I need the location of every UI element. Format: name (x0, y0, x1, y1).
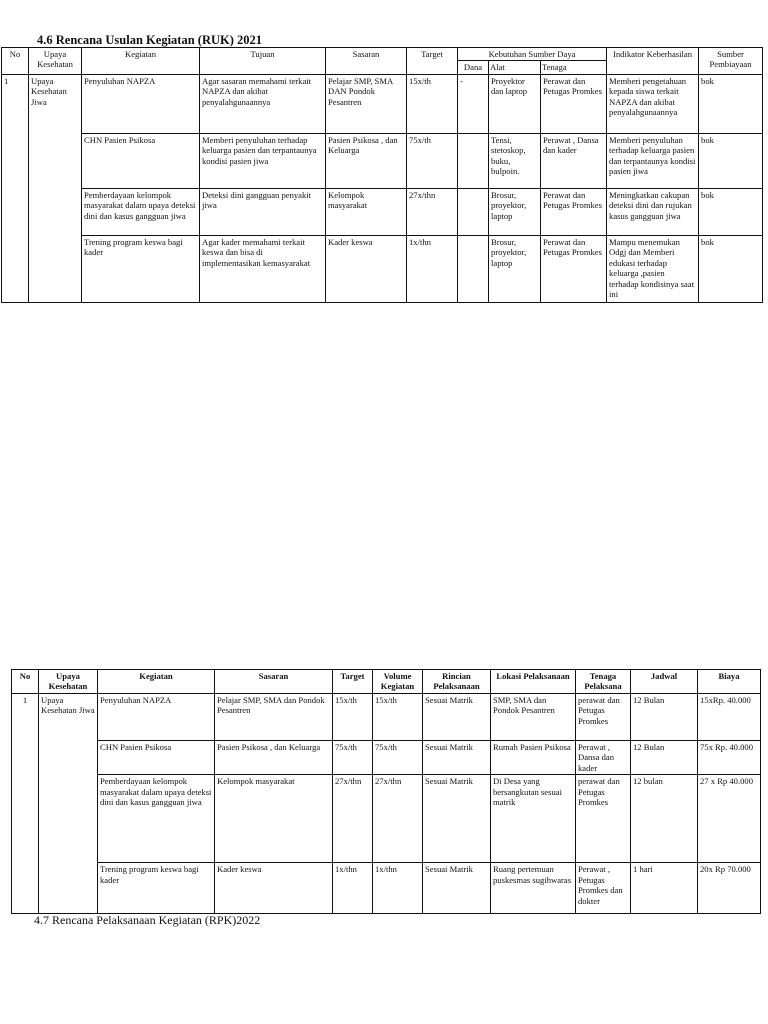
cell-indikator: Meningkatkan cakupan deteksi dini dan rujukan kasus gangguan jiwa (607, 188, 699, 235)
cell-biaya: 15xRp. 40.000 (698, 693, 761, 740)
cell-target: 1x/thn (333, 863, 373, 914)
cell-tenaga: Perawat dan Petugas Promkes (541, 235, 607, 302)
cell-volume: 15x/th (373, 693, 423, 740)
cell-tujuan: Memberi penyuluhan terhadap keluarga pasien dan terpantaunya kondisi pasien jiwa (200, 133, 326, 188)
cell-alat: Brosur, proyektor, laptop (489, 188, 541, 235)
table-row (12, 775, 761, 863)
header-tenaga: Tenaga (541, 61, 607, 74)
cell-jadwal: 12 Bulan (631, 740, 698, 774)
header-indikator: Indikator Keberhasilan (607, 48, 699, 75)
header-biaya: Biaya (698, 670, 761, 694)
header-target: Target (407, 48, 458, 75)
cell-dana: - (458, 74, 489, 133)
cell-tujuan: Agar kader memahami terkait keswa dan bisa di implementasikan kemasyarakat (200, 235, 326, 302)
cell-dana (458, 133, 489, 188)
header-tenaga: Tenaga Pelaksana (576, 670, 631, 694)
header-sasaran: Sasaran (326, 48, 407, 75)
cell-kegiatan: CHN Pasien Psikosa (98, 740, 215, 774)
cell-sumber: bok (699, 235, 763, 302)
cell-upaya: Upaya Kesehatan Jiwa (29, 74, 82, 302)
cell-sumber: bok (699, 188, 763, 235)
cell-target: 27x/thn (333, 775, 373, 863)
cell-kegiatan: CHN Pasien Psikosa (82, 133, 200, 188)
header-tujuan: Tujuan (200, 48, 326, 75)
header-kegiatan: Kegiatan (98, 670, 215, 694)
header-alat: Alat (489, 61, 541, 74)
cell-rincian: Sesuai Matrik (423, 863, 491, 914)
cell-tenaga: Perawat , Dansa dan kader (576, 740, 631, 774)
header-jadwal: Jadwal (631, 670, 698, 694)
cell-alat: Tensi, stetoskop, buku, bulpoin. (489, 133, 541, 188)
cell-kegiatan: Pemberdayaan kelompok masyarakat dalam upaya deteksi dini dan kasus gangguan jiwa (82, 188, 200, 235)
cell-tenaga: Perawat dan Petugas Promkes (541, 74, 607, 133)
header-sasaran: Sasaran (215, 670, 333, 694)
cell-sumber: bok (699, 74, 763, 133)
cell-indikator: Mampu menemukan Odgj dan Memberi edukasi terhadap keluarga ,pasien terhadap kondisinya saat ini (607, 235, 699, 302)
cell-sasaran: Pelajar SMP, SMA DAN Pondok Pesantren (326, 74, 407, 133)
cell-jadwal: 1 hari (631, 863, 698, 914)
table-row (2, 133, 763, 188)
cell-kegiatan: Trening program keswa bagi kader (82, 235, 200, 302)
cell-lokasi: Rumah Pasien Psikosa (491, 740, 576, 774)
cell-indikator: Memberi penyuluhan terhadap keluarga pasien dan terpantaunya kondisi pasien jiwa (607, 133, 699, 188)
header-volume: Volume Kegiatan (373, 670, 423, 694)
cell-target: 27x/thn (407, 188, 458, 235)
header-no: No (2, 48, 29, 75)
rpk-title: 4.7 Rencana Pelaksanaan Kegiatan (RPK)2022 (34, 913, 261, 927)
cell-sasaran: Kader keswa (326, 235, 407, 302)
ruk-table (1, 47, 763, 303)
cell-sasaran: Pasien Psikosa , dan Keluarga (215, 740, 333, 774)
cell-volume: 75x/th (373, 740, 423, 774)
cell-biaya: 20x Rp 70.000 (698, 863, 761, 914)
cell-target: 75x/th (407, 133, 458, 188)
rpk-table (11, 669, 761, 914)
cell-kegiatan: Penyuluhan NAPZA (82, 74, 200, 133)
cell-alat: Brosur, proyektor, laptop (489, 235, 541, 302)
header-lokasi: Lokasi Pelaksanaan (491, 670, 576, 694)
cell-sasaran: Kelompok masyarakat (326, 188, 407, 235)
cell-kegiatan: Trening program keswa bagi kader (98, 863, 215, 914)
cell-kegiatan: Pemberdayaan kelompok masyarakat dalam upaya deteksi dini dan kasus gangguan jiwa (98, 775, 215, 863)
cell-tenaga: Perawat , Petugas Promkes dan dokter (576, 863, 631, 914)
cell-jadwal: 12 bulan (631, 775, 698, 863)
cell-sasaran: Pasien Psikosa , dan Keluarga (326, 133, 407, 188)
cell-tenaga: Perawat , Dansa dan kader (541, 133, 607, 188)
cell-no: 1 (2, 74, 29, 302)
header-dana: Dana (458, 61, 489, 74)
cell-biaya: 75x Rp. 40.000 (698, 740, 761, 774)
cell-sasaran: Pelajar SMP, SMA dan Pondok Pesantren (215, 693, 333, 740)
ruk-title: 4.6 Rencana Usulan Kegiatan (RUK) 2021 (37, 33, 263, 47)
header-no: No (12, 670, 39, 694)
cell-volume: 27x/thn (373, 775, 423, 863)
cell-alat: Proyektor dan laptop (489, 74, 541, 133)
cell-lokasi: Ruang pertemuan puskesmas sugihwaras (491, 863, 576, 914)
cell-kegiatan: Penyuluhan NAPZA (98, 693, 215, 740)
cell-tujuan: Agar sasaran memahami terkait NAPZA dan akibat penyalahgunaannya (200, 74, 326, 133)
table-row (12, 693, 761, 740)
cell-tujuan: Deteksi dini gangguan penyakit jiwa (200, 188, 326, 235)
cell-target: 75x/th (333, 740, 373, 774)
cell-lokasi: Di Desa yang bersangkutan sesuai matrik (491, 775, 576, 863)
cell-biaya: 27 x Rp 40.000 (698, 775, 761, 863)
cell-tenaga: perawat dan Petugas Promkes (576, 775, 631, 863)
cell-target: 15x/th (333, 693, 373, 740)
cell-target: 15x/th (407, 74, 458, 133)
cell-dana (458, 188, 489, 235)
cell-sasaran: Kelompok masyarakat (215, 775, 333, 863)
header-upaya: Upaya Kesehatan (29, 48, 82, 75)
cell-rincian: Sesuai Matrik (423, 775, 491, 863)
table-row (12, 863, 761, 914)
cell-rincian: Sesuai Matrik (423, 740, 491, 774)
header-kebutuhan: Kebutuhan Sumber Daya (458, 48, 607, 61)
cell-tenaga: Perawat dan Petugas Promkes (541, 188, 607, 235)
table-row (2, 188, 763, 235)
cell-no: 1 (12, 693, 39, 913)
cell-tenaga: perawat dan Petugas Promkes (576, 693, 631, 740)
header-kegiatan: Kegiatan (82, 48, 200, 75)
header-target: Target (333, 670, 373, 694)
table-row (2, 74, 763, 133)
table-row (2, 235, 763, 302)
cell-dana (458, 235, 489, 302)
cell-indikator: Memberi pengetahuan kepada siswa terkait NAPZA dan akibat penyalahgunaannya (607, 74, 699, 133)
cell-rincian: Sesuai Matrik (423, 693, 491, 740)
table-row (12, 740, 761, 774)
cell-sumber: bok (699, 133, 763, 188)
header-upaya: Upaya Kesehatan (39, 670, 98, 694)
cell-sasaran: Kader keswa (215, 863, 333, 914)
header-rincian: Rincian Pelaksanaan (423, 670, 491, 694)
cell-volume: 1x/thn (373, 863, 423, 914)
cell-target: 1x/thn (407, 235, 458, 302)
cell-jadwal: 12 Bulan (631, 693, 698, 740)
cell-upaya: Upaya Kesehatan Jiwa (39, 693, 98, 913)
header-sumber: Sumber Pembiayaan (699, 48, 763, 75)
cell-lokasi: SMP, SMA dan Pondok Pesantren (491, 693, 576, 740)
